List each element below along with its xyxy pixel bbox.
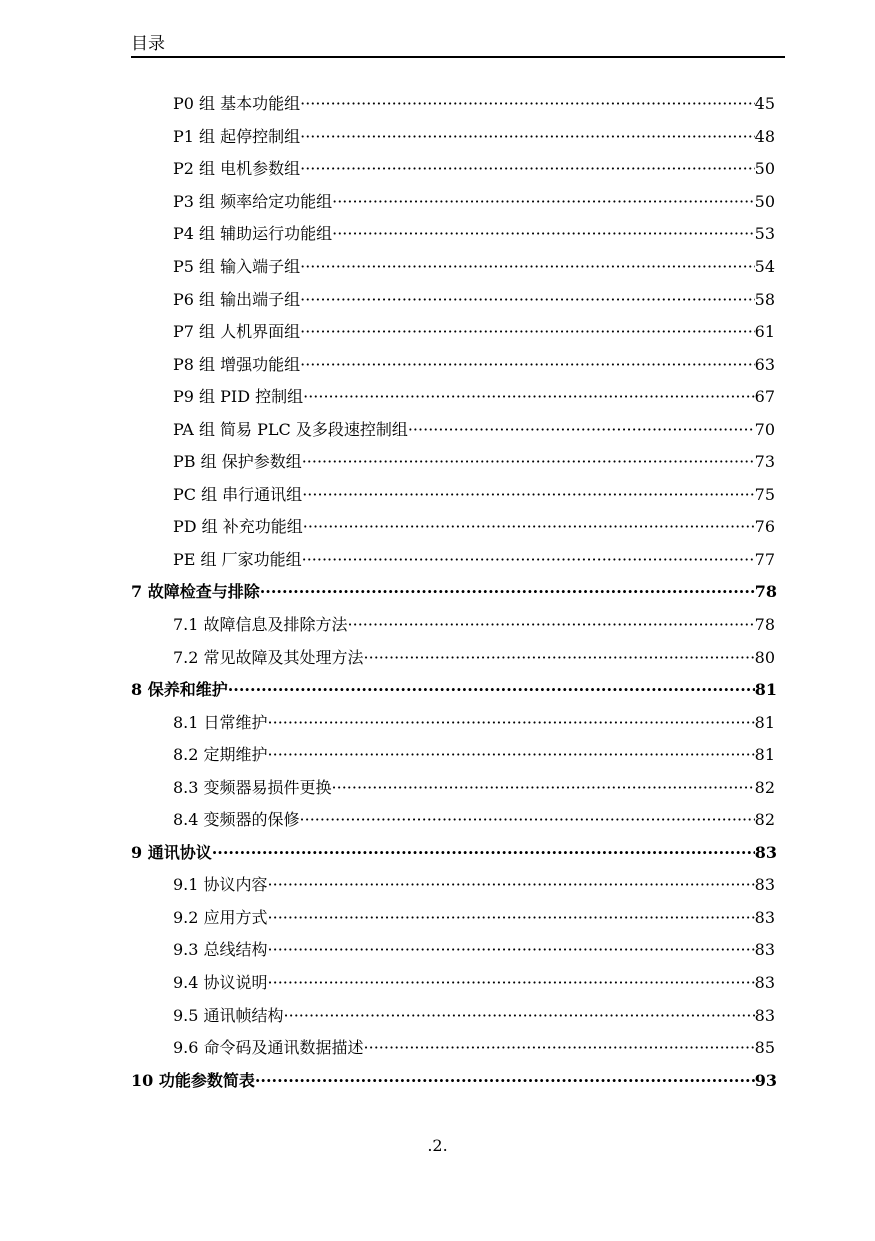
toc-entry[interactable] xyxy=(0,186,775,219)
toc-chapter-entry[interactable] xyxy=(0,837,777,870)
toc-entry[interactable] xyxy=(0,479,775,512)
toc-chapter-label: 7 故障检查与排除 xyxy=(131,582,260,602)
toc-leader-dots xyxy=(284,1006,755,1026)
toc-entry-page: 48 xyxy=(754,126,775,146)
toc-entry-page: 83 xyxy=(754,973,775,993)
table-of-contents xyxy=(0,88,875,1097)
toc-entry[interactable] xyxy=(0,706,775,739)
toc-entry-page: 45 xyxy=(754,94,775,114)
toc-entry-label: P4 组 辅助运行功能组 xyxy=(173,224,333,244)
toc-chapter-label: 10 功能参数简表 xyxy=(131,1070,255,1090)
toc-entry-label: 8.4 变频器的保修 xyxy=(173,810,300,830)
toc-entry[interactable] xyxy=(0,316,775,349)
toc-leader-dots xyxy=(228,680,755,700)
toc-entry-page: 63 xyxy=(754,354,775,374)
toc-leader-dots xyxy=(303,387,755,407)
toc-entry-label: PD 组 补充功能组 xyxy=(173,517,303,537)
toc-entry[interactable] xyxy=(0,804,775,837)
toc-entry[interactable] xyxy=(0,641,775,674)
toc-entry-page: 67 xyxy=(754,387,775,407)
toc-leader-dots xyxy=(260,582,755,602)
toc-entry-page: 75 xyxy=(754,484,775,504)
toc-entry[interactable] xyxy=(0,511,775,544)
toc-entry-label: P3 组 频率给定功能组 xyxy=(173,191,333,211)
toc-chapter-page: 78 xyxy=(754,582,777,602)
toc-leader-dots xyxy=(302,550,755,570)
toc-entry-page: 83 xyxy=(754,907,775,927)
toc-leader-dots xyxy=(332,224,755,244)
toc-leader-dots xyxy=(364,648,755,668)
toc-entry[interactable] xyxy=(0,771,775,804)
toc-entry[interactable] xyxy=(0,251,775,284)
toc-entry[interactable] xyxy=(0,446,775,479)
toc-entry[interactable] xyxy=(0,544,775,577)
toc-leader-dots xyxy=(300,127,755,147)
toc-leader-dots xyxy=(300,159,755,179)
toc-entry[interactable] xyxy=(0,999,775,1032)
toc-entry[interactable] xyxy=(0,348,775,381)
toc-entry-label: 8.3 变频器易损件更换 xyxy=(173,777,332,797)
toc-entry-label: 9.3 总线结构 xyxy=(173,940,268,960)
toc-entry-page: 77 xyxy=(754,549,775,569)
toc-entry-page: 73 xyxy=(754,452,775,472)
toc-leader-dots xyxy=(303,517,755,537)
toc-entry-page: 85 xyxy=(754,1038,775,1058)
toc-entry-page: 83 xyxy=(754,875,775,895)
toc-leader-dots xyxy=(268,745,755,765)
toc-entry-page: 61 xyxy=(754,322,775,342)
toc-entry-page: 81 xyxy=(754,712,775,732)
toc-chapter-page: 81 xyxy=(754,680,777,700)
toc-entry-page: 54 xyxy=(754,257,775,276)
toc-entry-label: P0 组 基本功能组 xyxy=(173,94,301,114)
toc-entry[interactable] xyxy=(0,902,775,935)
page-header xyxy=(131,32,785,58)
toc-entry-label: PA 组 简易 PLC 及多段速控制组 xyxy=(173,419,408,439)
toc-leader-dots xyxy=(408,420,755,440)
toc-entry[interactable] xyxy=(0,869,775,902)
toc-leader-dots xyxy=(332,192,755,212)
toc-entry-page: 53 xyxy=(754,224,775,244)
toc-entry-label: P7 组 人机界面组 xyxy=(173,322,301,342)
toc-entry-page: 82 xyxy=(754,777,775,797)
toc-entry[interactable] xyxy=(0,283,775,316)
toc-entry[interactable] xyxy=(0,967,775,1000)
toc-entry-page: 78 xyxy=(754,615,775,635)
toc-entry[interactable] xyxy=(0,609,775,642)
toc-entry-label: 7.1 故障信息及排除方法 xyxy=(173,615,348,635)
toc-entry[interactable] xyxy=(0,88,775,121)
toc-leader-dots xyxy=(268,940,755,960)
toc-leader-dots xyxy=(268,908,755,928)
toc-chapter-entry[interactable] xyxy=(0,576,777,609)
toc-entry-page: 83 xyxy=(754,1005,775,1025)
header-title: 目录 xyxy=(131,34,165,54)
toc-entry-page: 50 xyxy=(754,191,775,211)
toc-chapter-label: 9 通讯协议 xyxy=(131,842,212,862)
toc-entry-label: PE 组 厂家功能组 xyxy=(173,549,302,569)
toc-leader-dots xyxy=(302,452,755,472)
toc-entry-page: 50 xyxy=(754,159,775,179)
toc-entry-label: P9 组 PID 控制组 xyxy=(173,387,304,407)
toc-entry-label: 9.5 通讯帧结构 xyxy=(173,1005,284,1025)
toc-leader-dots xyxy=(364,1038,755,1058)
toc-leader-dots xyxy=(212,843,755,863)
toc-leader-dots xyxy=(268,973,755,993)
toc-chapter-page: 83 xyxy=(754,842,777,862)
toc-leader-dots xyxy=(268,713,755,733)
toc-leader-dots xyxy=(268,875,755,895)
toc-entry[interactable] xyxy=(0,218,775,251)
toc-entry-label: 9.2 应用方式 xyxy=(173,907,268,927)
toc-entry-page: 83 xyxy=(754,940,775,960)
toc-entry-page: 76 xyxy=(754,517,775,537)
toc-entry-page: 82 xyxy=(754,810,775,830)
toc-entry[interactable] xyxy=(0,934,775,967)
toc-leader-dots xyxy=(300,810,755,830)
toc-entry-label: P5 组 输入端子组 xyxy=(173,257,301,276)
toc-chapter-entry[interactable] xyxy=(0,1064,777,1097)
toc-entry-page: 81 xyxy=(754,745,775,765)
toc-entry[interactable] xyxy=(0,413,775,446)
toc-entry-label: 7.2 常见故障及其处理方法 xyxy=(173,647,364,667)
toc-entry-page: 58 xyxy=(754,289,775,309)
toc-entry[interactable] xyxy=(0,381,775,414)
toc-entry[interactable] xyxy=(0,739,775,772)
toc-entry-label: 8.1 日常维护 xyxy=(173,712,268,732)
toc-entry-label: 9.6 命令码及通讯数据描述 xyxy=(173,1038,364,1058)
toc-entry-label: PB 组 保护参数组 xyxy=(173,452,302,472)
toc-entry[interactable] xyxy=(0,153,775,186)
toc-entry-page: 70 xyxy=(754,419,775,439)
toc-entry-label: PC 组 串行通讯组 xyxy=(173,484,303,504)
toc-leader-dots xyxy=(300,290,755,310)
toc-entry-label: 9.1 协议内容 xyxy=(173,875,268,895)
toc-entry[interactable] xyxy=(0,1032,775,1065)
toc-leader-dots xyxy=(348,615,755,635)
toc-leader-dots xyxy=(300,257,755,277)
toc-entry-label: P8 组 增强功能组 xyxy=(173,354,301,374)
toc-entry-label: 9.4 协议说明 xyxy=(173,973,268,993)
toc-leader-dots xyxy=(302,485,754,505)
toc-leader-dots xyxy=(300,355,755,375)
toc-entry[interactable] xyxy=(0,121,775,154)
page-number: .2. xyxy=(427,1136,448,1155)
toc-entry-label: P1 组 起停控制组 xyxy=(173,126,301,146)
toc-chapter-label: 8 保养和维护 xyxy=(131,680,228,700)
toc-entry-label: 8.2 定期维护 xyxy=(173,745,268,765)
toc-leader-dots xyxy=(255,1071,755,1091)
toc-entry-page: 80 xyxy=(754,647,775,667)
toc-entry-label: P2 组 电机参数组 xyxy=(173,159,301,179)
toc-leader-dots xyxy=(332,778,755,798)
toc-leader-dots xyxy=(300,94,755,114)
toc-leader-dots xyxy=(300,322,755,342)
toc-chapter-entry[interactable] xyxy=(0,674,777,707)
toc-entry-label: P6 组 输出端子组 xyxy=(173,289,301,309)
toc-chapter-page: 93 xyxy=(754,1070,777,1090)
